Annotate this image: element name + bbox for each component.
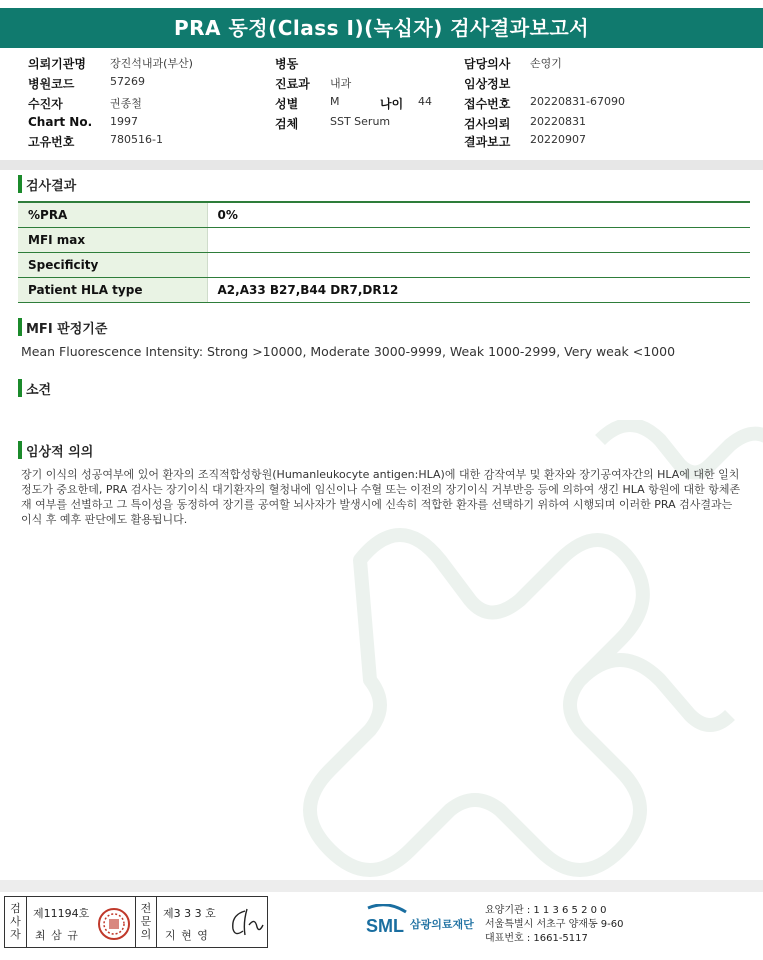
tester-license-no: 제11194호 [33,907,90,920]
svg-text:SML: SML [366,916,404,936]
label-unique-id: 고유번호 [28,135,75,149]
value-report-date: 20220907 [530,133,586,146]
result-key: Patient HLA type [18,277,207,302]
result-key: Specificity [18,252,207,277]
seal-stamp-icon [97,907,131,941]
patient-info [0,55,763,155]
label-clinical-info: 임상정보 [464,77,511,91]
reviewer-label: 전문의 [135,897,157,947]
value-hospital-code: 57269 [110,75,145,88]
mfi-section-heading: MFI 판정기준 [18,318,107,336]
org-name: 삼광의료재단 [410,918,474,931]
header-divider [0,160,763,170]
table-row [18,202,750,227]
report-footer [0,892,763,960]
value-department: 내과 [330,77,352,90]
footer-divider [0,880,763,892]
findings-section-heading: 소견 [18,379,51,397]
reviewer-name: 지 현 영 [165,929,209,942]
results-table [18,201,750,303]
result-key: %PRA [18,202,207,227]
result-value: 0% [207,202,750,227]
label-age: 나이 [380,97,404,111]
label-ward: 병동 [275,57,299,71]
value-age: 44 [418,95,432,108]
label-doctor: 담당의사 [464,57,511,71]
label-department: 진료과 [275,77,310,91]
info-row [0,133,763,151]
org-contact [485,904,624,946]
clinical-significance-text: 장기 이식의 성공여부에 있어 환자의 조직적합성항원(Humanleukocyte antigen:HLA)에 대한 감작여부 및 환자와 장기공여자간의 HLA에 대한 일치정도가 중요한데, PRA 검사는 장기이식 대기환자의 혈청내에 임신이나 수혈 또는 이전의 장기이식 거부반응 등에 의하여 생긴 HLA 항원에 대한 항체존재 여부를 선별하고 그 특이성을 동정하여 장기를 공여할 뇌사자가 발생시에 신속히 적합한 환자를 선택하기 위하여 시행되며 이러한 PRA 검사결과는 이식 후 예후 판단에도 활용됩니다. [21,468,741,526]
label-sex: 성별 [275,97,299,111]
signature-icon [227,905,267,941]
result-key: MFI max [18,227,207,252]
table-row [18,252,750,277]
value-institution: 장진석내과(부산) [110,57,193,70]
report-title: PRA 동정(Class I)(녹십자) 검사결과보고서 [0,8,763,48]
label-receipt-no: 접수번호 [464,97,511,111]
info-row [0,115,763,133]
value-specimen: SST Serum [330,115,391,128]
sml-logo-icon [364,904,410,942]
results-section-heading: 검사결과 [18,175,76,193]
address: 서울특별시 서초구 양재동 9-60 [485,919,624,930]
clinical-section-heading: 임상적 의의 [18,441,93,459]
signature-box [4,896,268,948]
value-doctor: 손영기 [530,57,562,70]
value-chart-no: 1997 [110,115,138,128]
value-unique-id: 780516-1 [110,133,163,146]
result-value [207,252,750,277]
tester-label: 검사자 [5,897,27,947]
result-value [207,227,750,252]
result-value: A2,A33 B27,B44 DR7,DR12 [207,277,750,302]
label-hospital-code: 병원코드 [28,77,75,91]
info-row [0,75,763,93]
info-row [0,95,763,113]
value-sex: M [330,95,340,108]
value-receipt-no: 20220831-67090 [530,95,625,108]
care-institution-no: 요양기관 : 1 1 3 6 5 2 0 0 [485,905,607,916]
info-row [0,55,763,73]
value-request-date: 20220831 [530,115,586,128]
label-institution: 의뢰기관명 [28,57,86,71]
label-report-date: 결과보고 [464,135,511,149]
tester-name: 최 삼 규 [35,929,79,942]
label-request-date: 검사의뢰 [464,117,511,131]
value-patient: 권종철 [110,97,142,110]
phone-number: 대표번호 : 1661-5117 [485,933,588,944]
mfi-criteria-text: Mean Fluorescence Intensity: Strong >10000, Moderate 3000-9999, Weak 1000-2999, Very weak <1000 [21,344,676,359]
label-patient: 수진자 [28,97,63,111]
label-chart-no: Chart No. [28,115,93,129]
table-row [18,227,750,252]
label-specimen: 검체 [275,117,299,131]
reviewer-license-no: 제3 3 3 호 [163,907,216,920]
table-row [18,277,750,302]
